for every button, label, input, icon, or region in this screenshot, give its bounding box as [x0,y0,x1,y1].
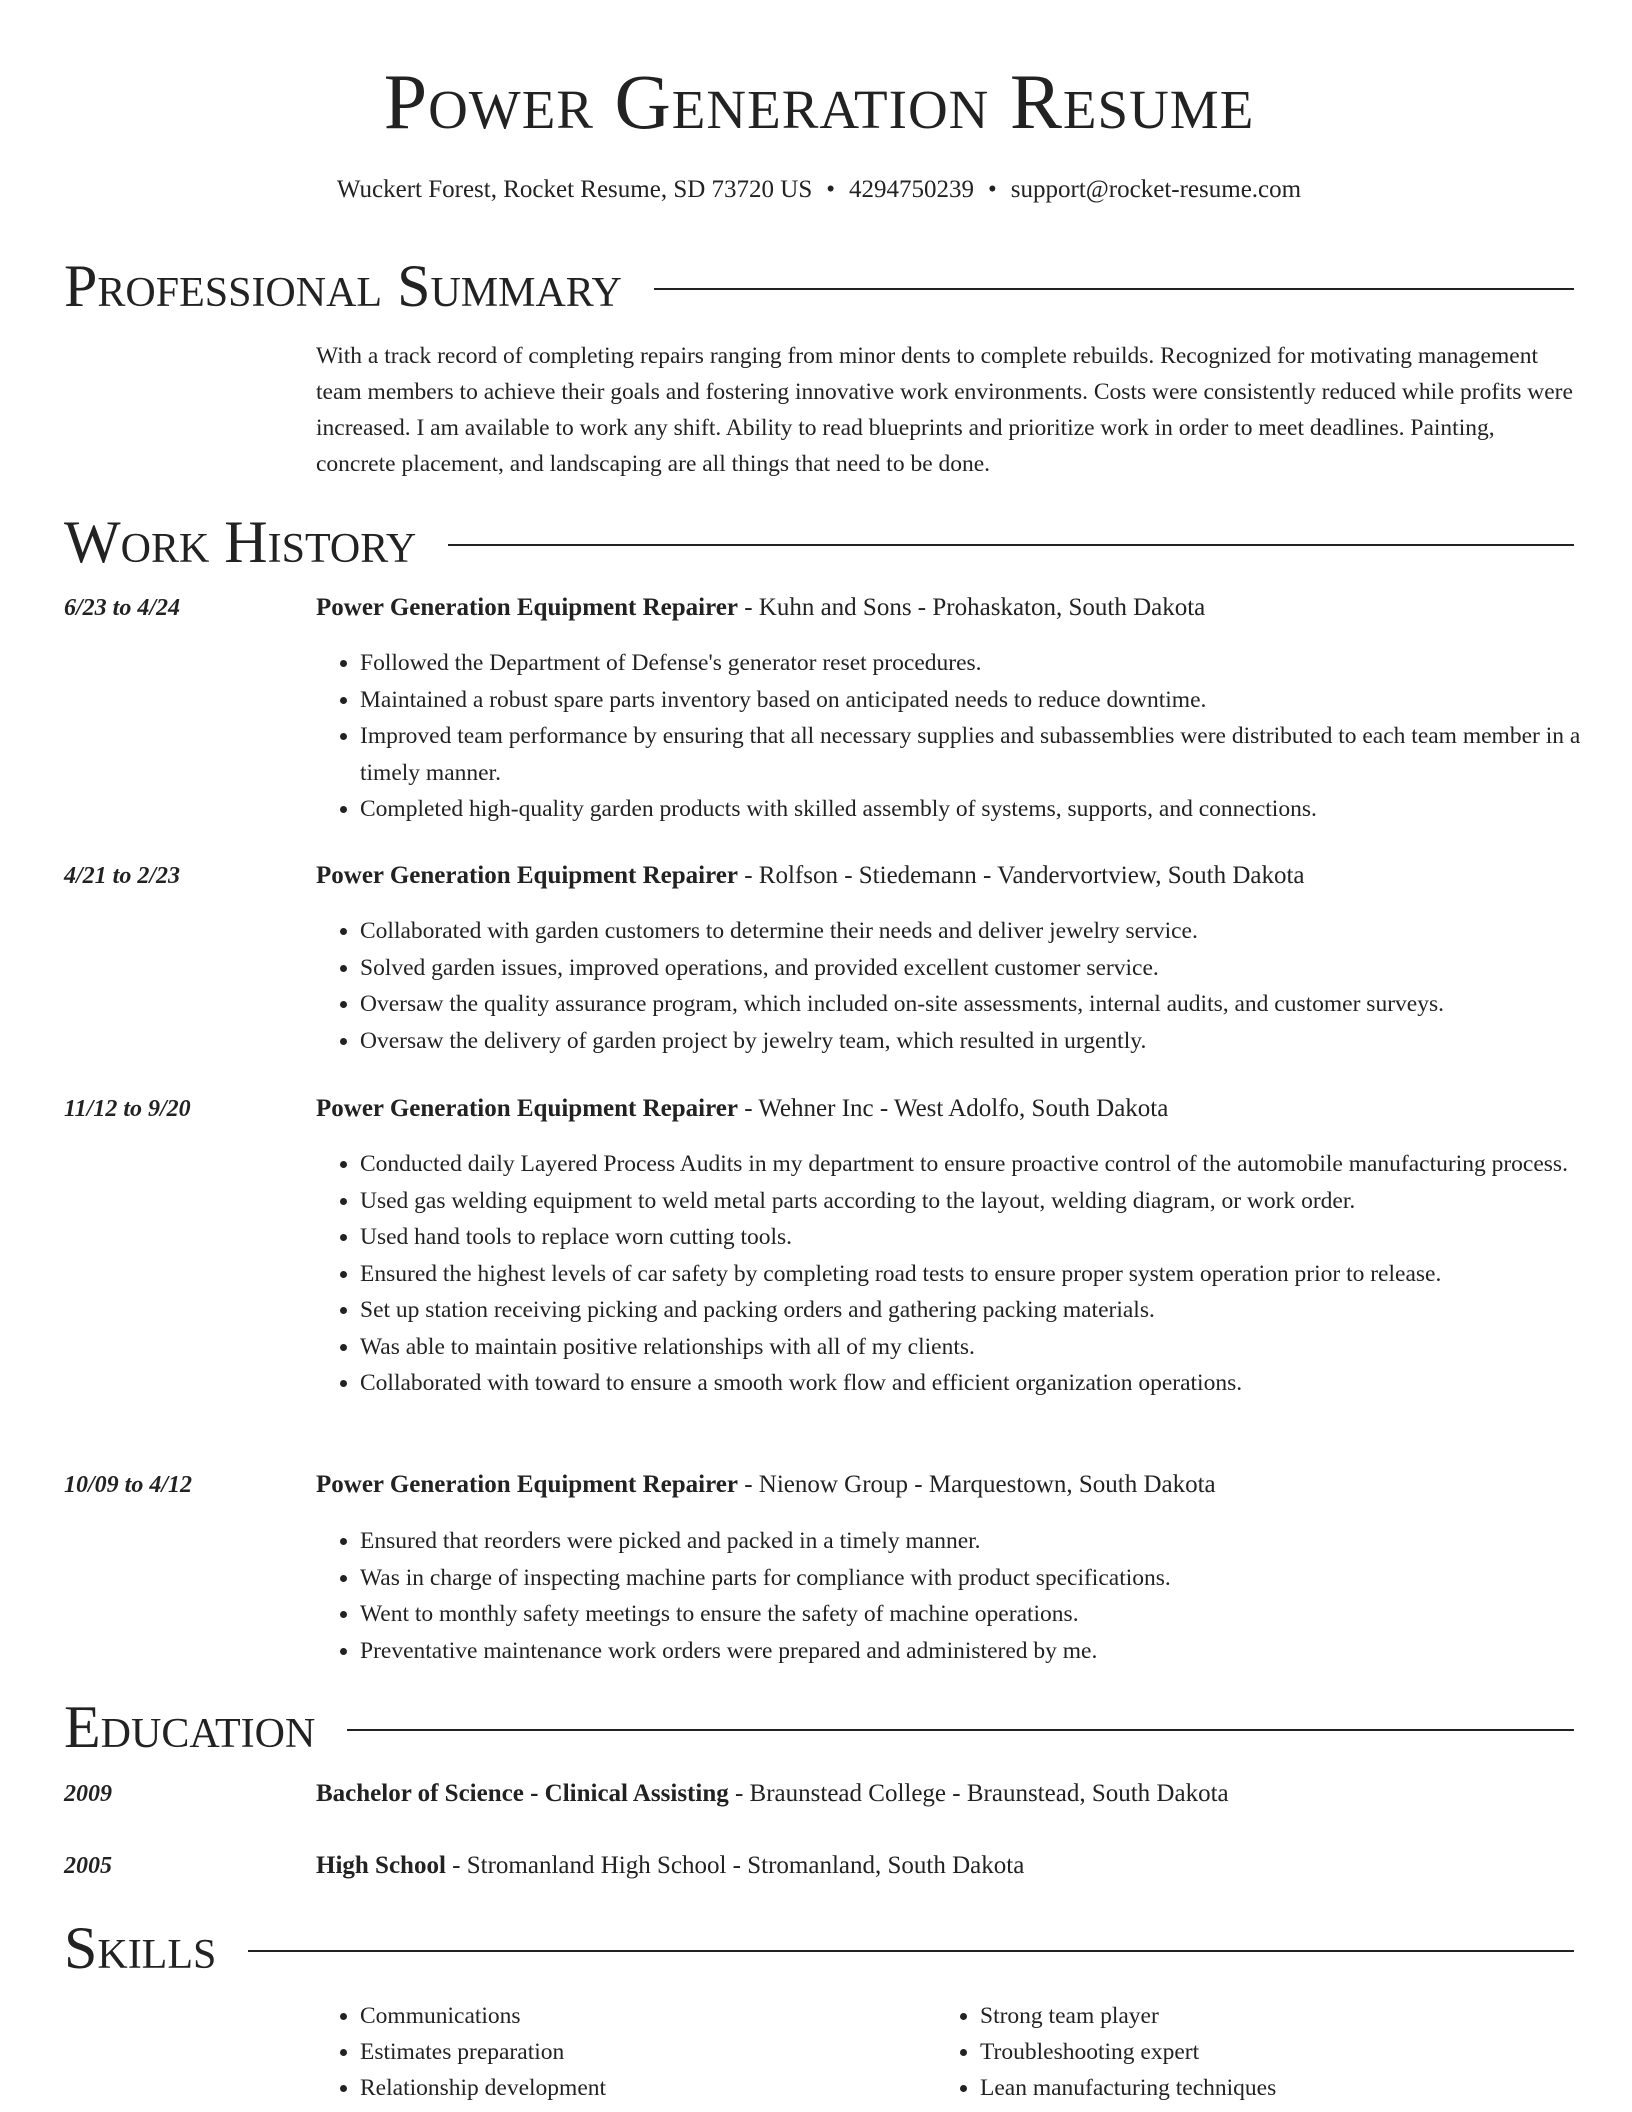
job-details: - Nienow Group - Marquestown, South Dakota [737,1471,1216,1498]
list-item: • Used hand tools to replace worn cutting tools. [360,1219,1618,1256]
job-dates: 10/09 to 4/12 [64,1472,193,1498]
list-item: • Conducted daily Layered Process Audits in my department to ensure proactive control of the automobile manufacturing process. [360,1146,1618,1183]
skill-item: • Troubleshooting expert [980,2034,1536,2070]
list-item: • Oversaw the quality assurance program, which included on-site assessments, internal audits, and customer surveys. [360,986,1618,1023]
summary-text: With a track record of completing repairs ranging from minor dents to complete rebuilds. Recognized for motivating management team members to achieve their goals and fostering innovative work environments. Costs were consistently reduced while profits were increased. I am available to work any shift. Ability to read blueprints and prioritize work in order to meet deadlines. Painting, concrete placement, and landscaping are all things that need to be done. [316,343,1573,477]
education-degree: Bachelor of Science - Clinical Assisting [316,1780,729,1807]
job-title-line [316,592,1205,624]
education-details: - Braunstead College - Braunstead, South Dakota [728,1780,1229,1807]
job-dates: 6/23 to 4/24 [64,595,181,621]
list-item: • Preventative maintenance work orders were prepared and administered by me. [360,1633,1618,1670]
list-item: • Was in charge of inspecting machine parts for compliance with product specifications. [360,1560,1618,1597]
skills-column-right [936,1998,1536,2106]
list-item: • Completed high-quality garden products with skilled assembly of systems, supports, and connections. [360,791,1618,828]
section-divider [248,1950,1574,1952]
list-item: • Followed the Department of Defense's generator reset procedures. [360,645,1618,682]
job-role: Power Generation Equipment Repairer [316,1471,738,1498]
list-item: • Ensured the highest levels of car safety by completing road tests to ensure proper system operation prior to release. [360,1256,1618,1293]
contact-separator: • [826,176,836,203]
job-dates: 11/12 to 9/20 [64,1096,191,1122]
skill-item: • Estimates preparation [360,2034,916,2070]
section-divider [347,1729,1574,1731]
job-details: - Kuhn and Sons - Prohaskaton, South Dakota [737,594,1206,621]
contact-phone: 4294750239 [849,176,975,203]
contact-separator: • [988,176,997,203]
skills-heading: Skills [64,1915,217,1981]
section-divider [448,544,1574,546]
list-item: • Solved garden issues, improved operations, and provided excellent customer service. [360,950,1618,987]
resume-title: Power Generation Resume [383,58,1255,145]
education-details: - Stromanland High School - Stromanland, South Dakota [445,1852,1025,1879]
skill-item: • Lean manufacturing techniques [980,2070,1536,2106]
list-item: • Was able to maintain positive relationships with all of my clients. [360,1329,1618,1366]
job-details: - Wehner Inc - West Adolfo, South Dakota [737,1095,1169,1122]
summary-section-header [64,252,1574,320]
list-item: • Went to monthly safety meetings to ensure the safety of machine operations. [360,1596,1618,1633]
job-title-line [316,1469,1216,1501]
resume-page [64,0,1581,2101]
skills-list [936,1998,1536,2106]
skill-item: • Relationship development [360,2070,916,2106]
list-item: • Improved team performance by ensuring that all necessary supplies and subassemblies were distributed to each team member in a timely manner. [360,718,1618,791]
job-title-line [316,1093,1168,1125]
list-item: • Used gas welding equipment to weld metal parts according to the layout, welding diagram, or work order. [360,1183,1618,1220]
skills-section-header [64,1914,1574,1982]
job-dates: 4/21 to 2/23 [64,863,181,889]
education-entry [316,1778,1229,1810]
work-heading: Work History [64,509,417,575]
education-heading: Education [64,1694,316,1760]
contact-email: support@rocket-resume.com [1010,176,1302,203]
education-degree: High School [316,1852,446,1879]
job-bullets [316,913,1618,1059]
job-bullets [316,645,1618,828]
job-details: - Rolfson - Stiedemann - Vandervortview, South Dakota [737,862,1305,889]
job-bullets [316,1523,1618,1669]
list-item: • Ensured that reorders were picked and packed in a timely manner. [360,1523,1618,1560]
work-section-header [64,508,1574,576]
list-item: • Collaborated with garden customers to determine their needs and deliver jewelry service. [360,913,1618,950]
contact-line [64,174,1574,206]
skills-column-left [316,1998,916,2106]
education-entry [316,1850,1024,1882]
skills-list [316,1998,916,2106]
job-title-line [316,860,1305,892]
contact-address: Wuckert Forest, Rocket Resume, SD 73720 US [336,176,813,203]
list-item: • Set up station receiving picking and packing orders and gathering packing materials. [360,1292,1618,1329]
list-item: • Oversaw the delivery of garden project by jewelry team, which resulted in urgently. [360,1023,1618,1060]
job-role: Power Generation Equipment Repairer [316,594,738,621]
section-divider [654,288,1574,290]
summary-heading: Professional Summary [64,253,622,319]
job-bullets [316,1146,1618,1402]
skill-item: • Strong team player [980,1998,1536,2034]
list-item: • Collaborated with toward to ensure a smooth work flow and efficient organization operations. [360,1365,1618,1402]
education-year: 2009 [64,1781,112,1807]
job-role: Power Generation Equipment Repairer [316,862,738,889]
job-role: Power Generation Equipment Repairer [316,1095,738,1122]
skill-item: • Communications [360,1998,916,2034]
education-year: 2005 [64,1853,112,1879]
list-item: • Maintained a robust spare parts inventory based on anticipated needs to reduce downtime. [360,682,1618,719]
education-section-header [64,1693,1574,1761]
